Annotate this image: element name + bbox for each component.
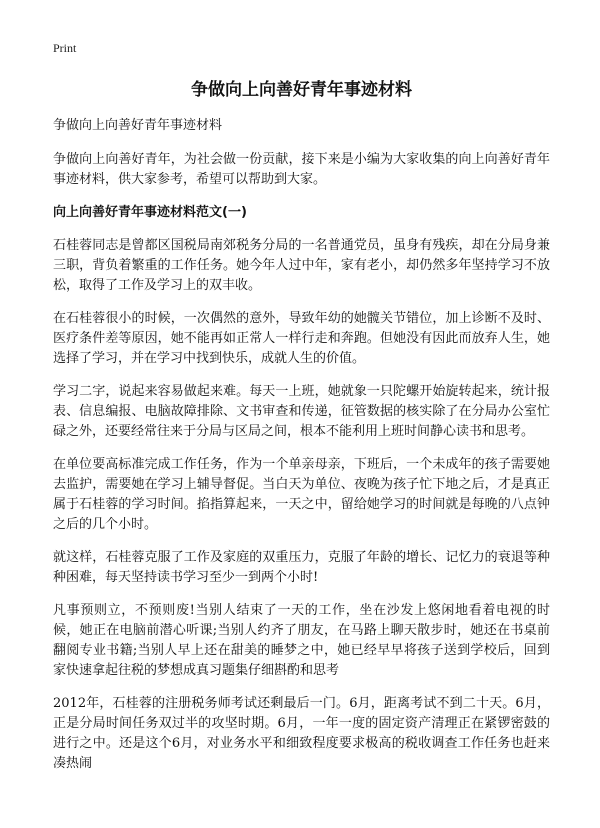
print-label: Print (53, 41, 77, 55)
intro-paragraph: 争做向上向善好青年，为社会做一份贡献，接下来是小编为大家收集的向上向善好青年事迹材料，供大家参考，希望可以帮助到大家。 (53, 152, 550, 187)
section-heading: 向上向善好青年事迹材料范文(一) (53, 205, 247, 220)
body-paragraph: 就这样，石桂蓉克服了工作及家庭的双重压力，克服了年龄的增长、记忆力的衰退等种种困难，每天坚持读书学习至少一到两个小时! (53, 550, 550, 585)
document-title: 争做向上向善好青年事迹材料 (191, 80, 412, 100)
body-paragraph: 石桂蓉同志是曾都区国税局南郊税务分局的一名普通党员，虽身有残疾，却在分局身兼三职，背负着繁重的工作任务。她今年人过中年，家有老小，却仍然多年坚持学习不放松，取得了工作及学习上的双丰收。 (53, 238, 550, 293)
body-paragraph: 在石桂蓉很小的时候，一次偶然的意外，导致年幼的她髋关节错位，加上诊断不及时、医疗条件差等原因，她不能再如正常人一样行走和奔跑。但她没有因此而放弃人生，她选择了学习，并在学习中找到快乐，成就人生的价值。 (53, 311, 550, 366)
body-paragraph: 凡事预则立，不预则废!当别人结束了一天的工作，坐在沙发上悠闲地看着电视的时候，她正在电脑前潜心听课;当别人约齐了朋友，在马路上聊天散步时，她还在书桌前翻阅专业书籍;当别人早上还在甜美的睡梦之中，她已经早早将孩子送到学校后，回到家快速拿起往税的梦想成真习题集仔细斟酌和思考 (53, 603, 550, 678)
document-subtitle: 争做向上向善好青年事迹材料 (53, 118, 223, 133)
body-paragraph: 学习二字，说起来容易做起来难。每天一上班，她就象一只陀螺开始旋转起来，统计报表、信息编报、电脑故障排除、文书审查和传递，征管数据的核实除了在分局办公室忙碌之外，还要经常往来于分局与区局之间，根本不能利用上班时间静心读书和思考。 (53, 384, 550, 439)
body-paragraph: 2012年，石桂蓉的注册税务师考试还剩最后一门。6月，距离考试不到二十天。6月，正是分局时间任务双过半的攻坚时期。6月，一年一度的固定资产清理正在紧锣密鼓的进行之中。还是这个6月，对业务水平和细致程度要求极高的税收调查工作任务也赶来凑热闹 (53, 696, 550, 771)
body-paragraph: 在单位要高标准完成工作任务，作为一个单亲母亲，下班后，一个未成年的孩子需要她去监护，需要她在学习上辅导督促。当白天为单位、夜晚为孩子忙下地之后，才是真正属于石桂蓉的学习时间。掐指算起来，一天之中，留给她学习的时间就是每晚的八点钟之后的几个小时。 (53, 457, 550, 532)
